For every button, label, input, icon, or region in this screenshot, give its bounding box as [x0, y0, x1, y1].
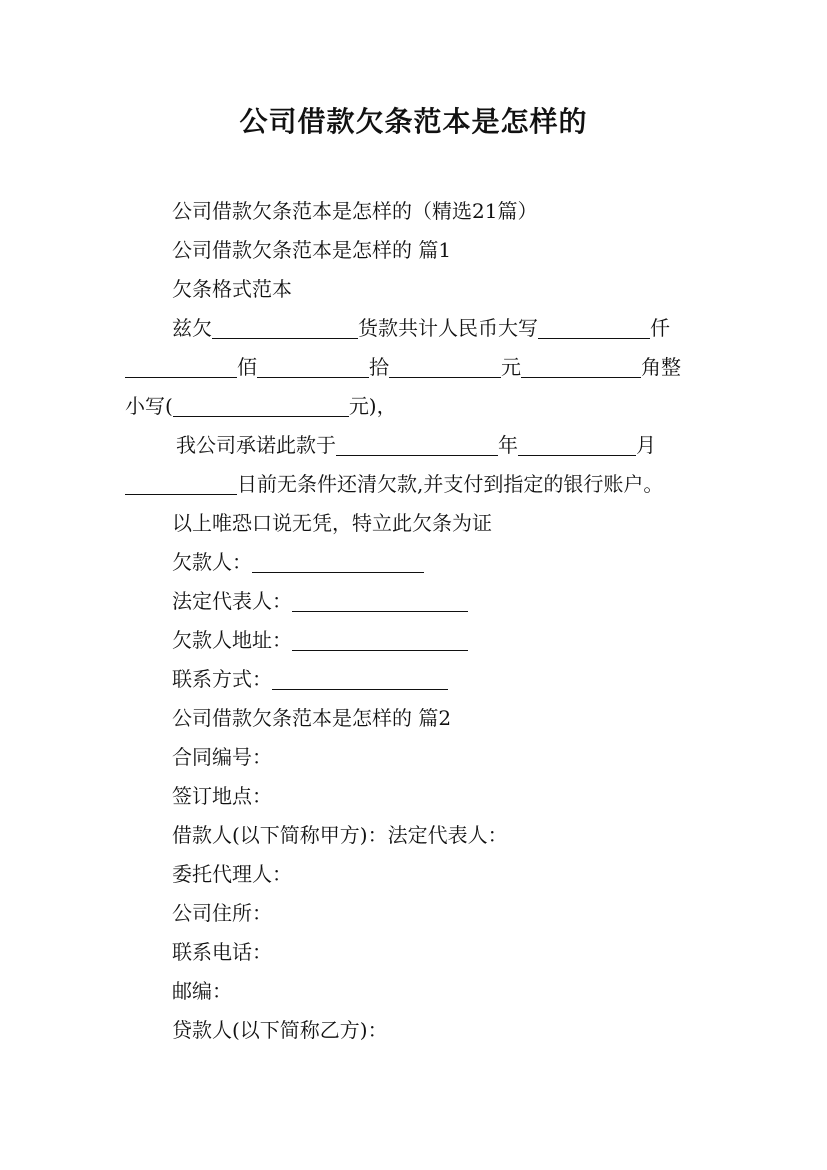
text-owe: 兹欠 [172, 316, 212, 340]
text-yuan-close: 元)， [348, 394, 397, 418]
text-lower-case: 小写( [125, 394, 173, 418]
paragraph-1-line-2 [125, 354, 681, 380]
phone-label: 联系电话： [172, 940, 272, 964]
debtor-address-field[interactable] [292, 630, 468, 651]
text-month: 月 [636, 433, 656, 457]
paragraph-2-line-1 [176, 432, 656, 458]
section-2-heading: 公司借款欠条范本是怎样的 篇2 [172, 706, 452, 730]
agent-label: 委托代理人： [172, 862, 292, 886]
text-year: 年 [498, 433, 518, 457]
legal-rep-field[interactable] [292, 591, 468, 612]
contact-label: 联系方式： [172, 667, 272, 691]
contract-number-label: 合同编号： [172, 745, 272, 769]
debtor-line [172, 549, 424, 575]
legal-rep-line [172, 588, 468, 614]
text-amount-upper: 货款共计人民币大写 [358, 316, 538, 340]
debtor-label: 欠款人： [172, 550, 252, 574]
postcode-label: 邮编： [172, 979, 232, 1003]
text-pay-off: 日前无条件还清欠款,并支付到指定的银行账户。 [237, 472, 664, 496]
blank-field-day[interactable] [125, 474, 237, 495]
blank-field-amount-lower[interactable] [173, 396, 349, 417]
text-thousand: 仟 [650, 316, 670, 340]
text-promise: 我公司承诺此款于 [176, 433, 336, 457]
blank-field-jiao-digit[interactable] [521, 357, 641, 378]
document-title: 公司借款欠条范本是怎样的 [239, 105, 588, 138]
text-jiao: 角整 [641, 355, 681, 379]
blank-field-payee[interactable] [212, 318, 358, 339]
contact-line [172, 666, 448, 692]
paragraph-2-line-2 [125, 471, 663, 497]
blank-field-tens-digit[interactable] [257, 357, 369, 378]
blank-field-year[interactable] [336, 435, 498, 456]
company-address-label: 公司住所： [172, 901, 272, 925]
borrower-label: 借款人(以下简称甲方)：法定代表人： [172, 823, 508, 847]
paragraph-1-line-3 [125, 393, 397, 419]
lender-label: 贷款人(以下简称乙方)： [172, 1018, 388, 1042]
section-1-heading: 公司借款欠条范本是怎样的 篇1 [172, 238, 452, 262]
text-ten: 拾 [369, 355, 389, 379]
debtor-address-label: 欠款人地址： [172, 628, 292, 652]
sign-place-label: 签订地点： [172, 784, 272, 808]
template-heading: 欠条格式范本 [172, 277, 292, 301]
blank-field-thousands[interactable] [538, 318, 650, 339]
intro-line: 公司借款欠条范本是怎样的（精选21篇） [172, 199, 538, 223]
blank-field-yuan-digit[interactable] [389, 357, 501, 378]
closing-statement: 以上唯恐口说无凭，特立此欠条为证 [172, 511, 492, 535]
debtor-address-line [172, 627, 468, 653]
text-hundred: 佰 [237, 355, 257, 379]
text-yuan: 元 [501, 355, 521, 379]
legal-rep-label: 法定代表人： [172, 589, 292, 613]
blank-field-hundreds-digit[interactable] [125, 357, 237, 378]
blank-field-month[interactable] [518, 435, 636, 456]
debtor-field[interactable] [252, 552, 424, 573]
contact-field[interactable] [272, 669, 448, 690]
paragraph-1-line-1 [172, 315, 670, 341]
